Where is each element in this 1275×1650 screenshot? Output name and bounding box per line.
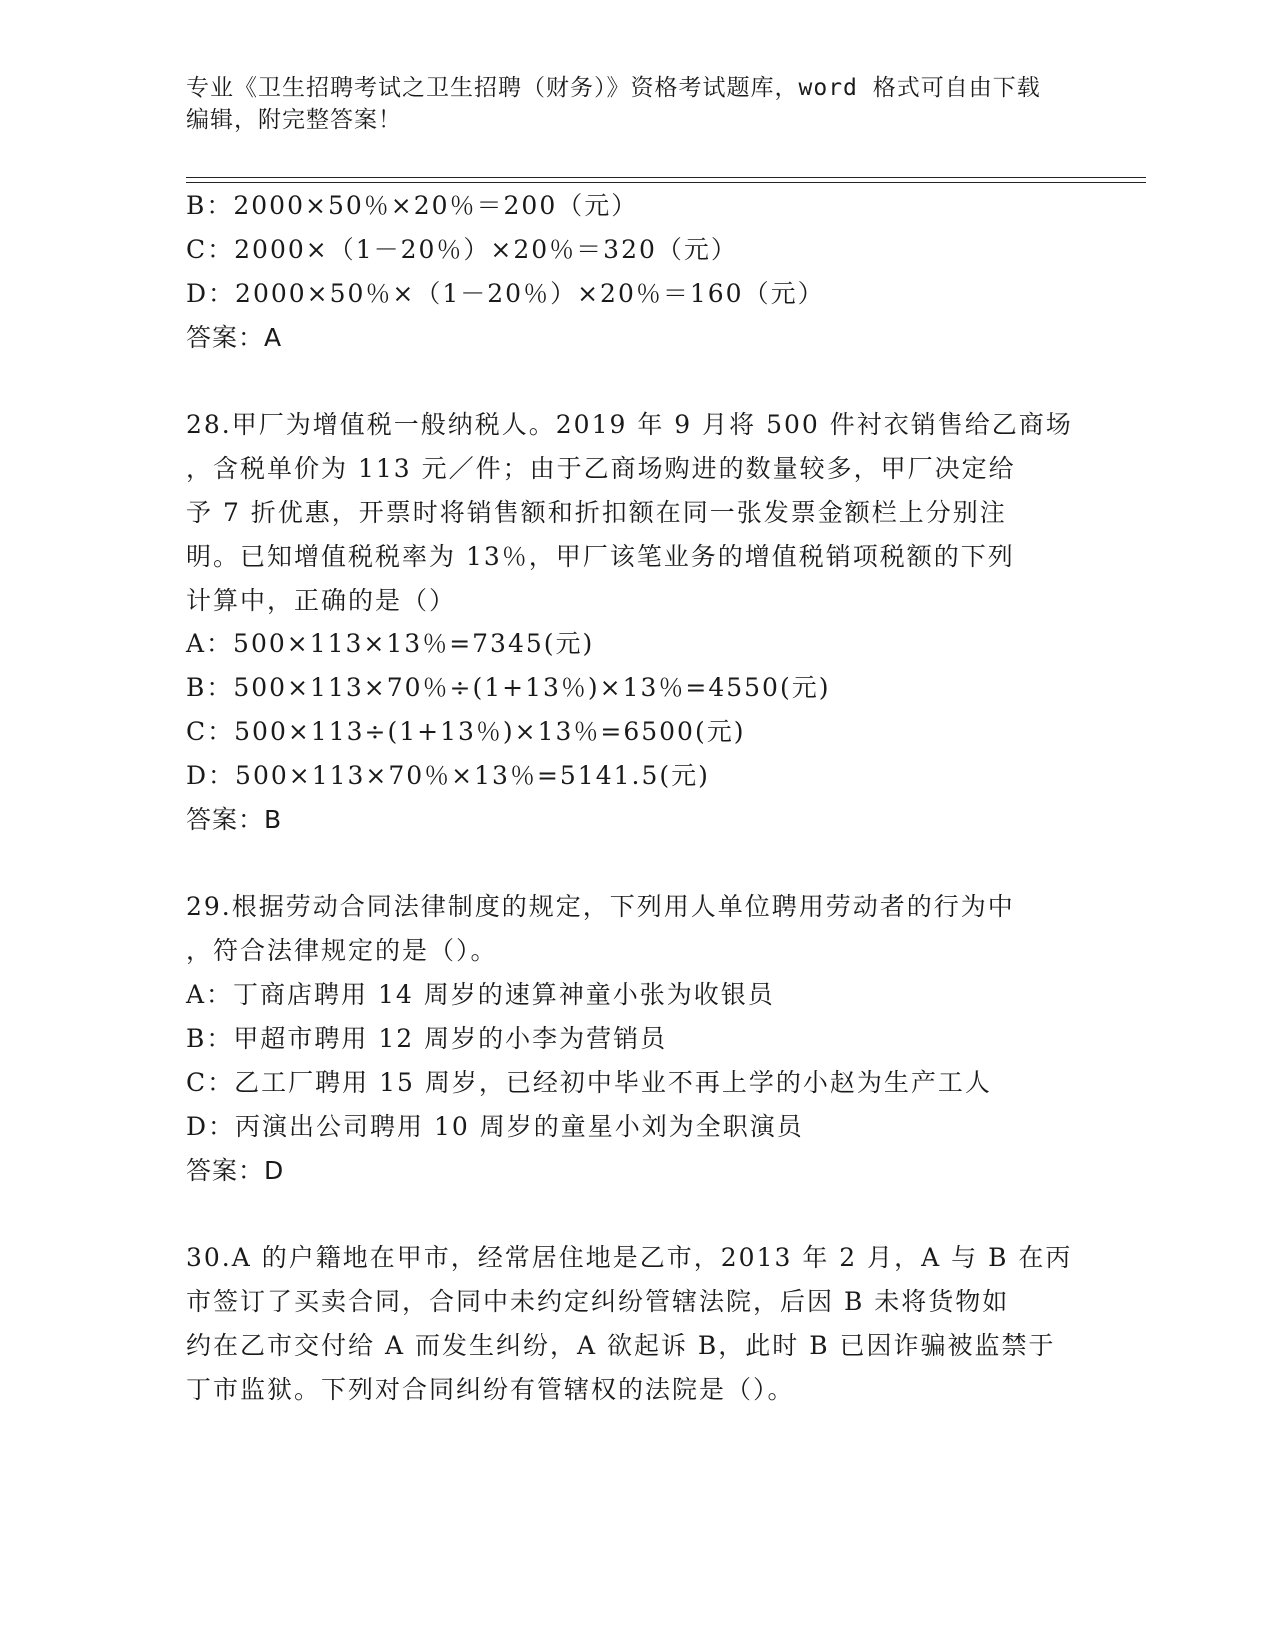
- q29-option-d: D：丙演出公司聘用 10 周岁的童星小刘为全职演员: [186, 1112, 804, 1141]
- q27-answer: 答案：A: [186, 323, 283, 352]
- q29-option-c: C：乙工厂聘用 15 周岁，已经初中毕业不再上学的小赵为生产工人: [186, 1068, 992, 1097]
- q29-stem-line: ，符合法律规定的是（）。: [186, 936, 498, 965]
- q30-stem-line: 30.A 的户籍地在甲市，经常居住地是乙市，2013 年 2 月，A 与 B 在丙: [186, 1243, 1073, 1272]
- q28-stem-line: 明。已知增值税税率为 13％，甲厂该笔业务的增值税销项税额的下列: [186, 542, 1015, 571]
- q29-answer: 答案：D: [186, 1156, 285, 1185]
- header-divider-bottom: [186, 182, 1146, 183]
- q28-answer: 答案：B: [186, 805, 283, 834]
- q30-stem-line: 约在乙市交付给 A 而发生纠纷，A 欲起诉 B，此时 B 已因诈骗被监禁于: [186, 1331, 1056, 1360]
- q27-option-c: C：2000×（1－20％）×20％＝320（元）: [186, 235, 738, 264]
- q27-option-b: B：2000×50％×20％＝200（元）: [186, 191, 639, 220]
- q28-option-d: D：500×113×70％×13％=5141.5(元): [186, 761, 710, 790]
- q28-stem-line: ，含税单价为 113 元／件；由于乙商场购进的数量较多，甲厂决定给: [186, 454, 1016, 483]
- q28-option-a: A：500×113×13％=7345(元): [186, 629, 595, 658]
- q28-stem-line: 28.甲厂为增值税一般纳税人。2019 年 9 月将 500 件衬衣销售给乙商场: [186, 410, 1073, 439]
- q30-stem-line: 市签订了买卖合同，合同中未约定纠纷管辖法院，后因 B 未将货物如: [186, 1287, 1010, 1316]
- header-line-2: 编辑，附完整答案！: [186, 107, 402, 133]
- q29-stem-line: 29.根据劳动合同法律制度的规定，下列用人单位聘用劳动者的行为中: [186, 892, 1015, 921]
- q29-option-b: B：甲超市聘用 12 周岁的小李为营销员: [186, 1024, 668, 1053]
- q28-option-c: C：500×113÷(1+13％)×13％=6500(元): [186, 717, 746, 746]
- q28-stem-line: 予 7 折优惠，开票时将销售额和折扣额在同一张发票金额栏上分别注: [186, 498, 1007, 527]
- header-line-1: 专业《卫生招聘考试之卫生招聘（财务）》资格考试题库，word 格式可自由下载: [186, 75, 1041, 101]
- q29-option-a: A：丁商店聘用 14 周岁的速算神童小张为收银员: [186, 980, 775, 1009]
- q28-option-b: B：500×113×70％÷(1+13％)×13％=4550(元): [186, 673, 831, 702]
- q28-stem-line: 计算中，正确的是（）: [186, 586, 457, 615]
- header-divider-top: [186, 177, 1146, 178]
- q27-option-d: D：2000×50％×（1－20％）×20％＝160（元）: [186, 279, 825, 308]
- page-header: [186, 72, 1086, 136]
- q30-stem-line: 丁市监狱。下列对合同纠纷有管辖权的法院是（）。: [186, 1375, 795, 1404]
